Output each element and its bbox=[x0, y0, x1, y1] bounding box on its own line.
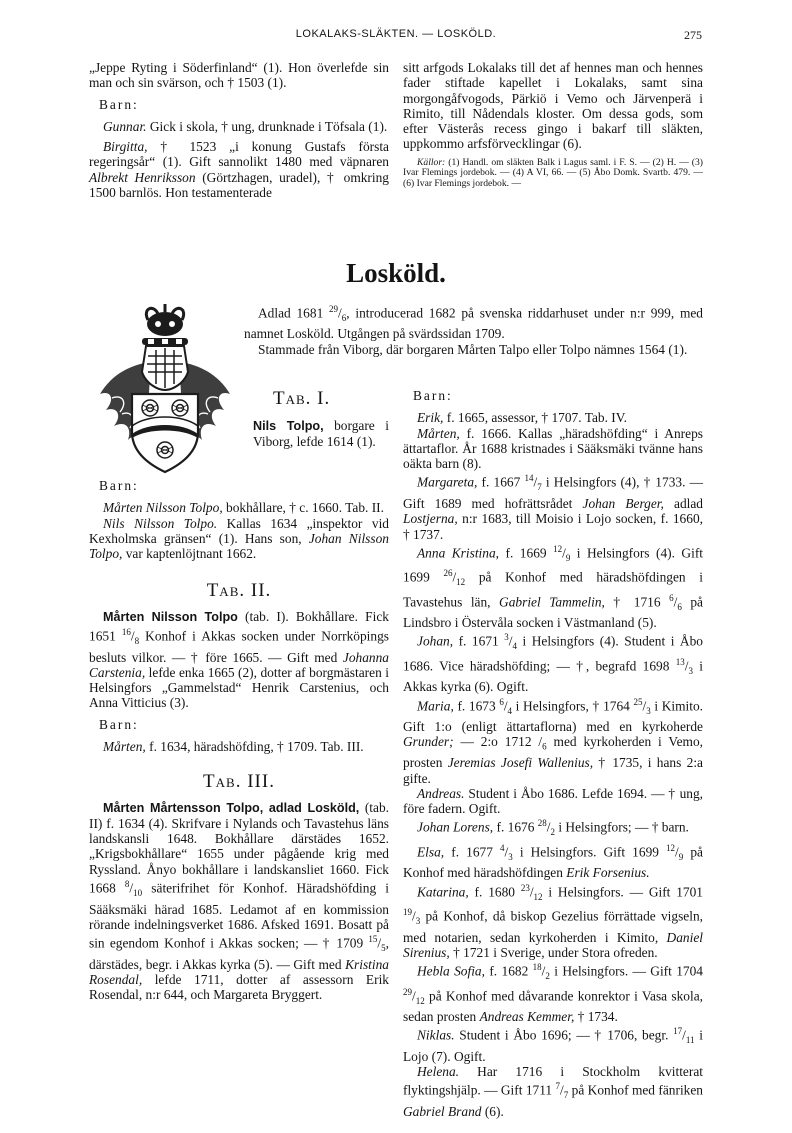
entry-text: † 1716 bbox=[604, 594, 670, 610]
entry-text: Student i Åbo 1696; — † 1706, begr. bbox=[454, 1027, 674, 1043]
intro-paragraph: Stammade från Viborg, där borgaren Mårten Talpo eller Tolpo nämnes 1564 (1). bbox=[258, 341, 688, 357]
children-heading: Barn: bbox=[413, 388, 453, 403]
entry-gunnar bbox=[89, 119, 389, 134]
page-number: 275 bbox=[684, 28, 702, 42]
entry-text: f. 1676 bbox=[493, 819, 538, 835]
person-name: Hebla Sofia, bbox=[417, 963, 485, 979]
fraction-denominator: 8 bbox=[134, 636, 140, 647]
entry-text: på Konhof med fänriken bbox=[568, 1082, 703, 1098]
right-column bbox=[403, 388, 703, 1119]
person-name: Johan Nilsson Tolpo, bbox=[89, 530, 389, 562]
fraction-numerator: 17 bbox=[673, 1026, 683, 1037]
children-heading: Barn: bbox=[99, 716, 139, 732]
sources-text: (1) Handl. om släkten Balk i Lagus saml. i F. S. — (2) H. — (3) Ivar Flemings jordebok. — (4) A VI, 66. — (5) Åbo Domk. Svartb. 479. — (6) Ivar Flemings jordebok. — bbox=[403, 156, 703, 189]
person-name: Erik, bbox=[417, 410, 444, 426]
entry-text: i Helsingfors; — † barn. bbox=[555, 819, 689, 835]
entry-text: var kaptenlöjtnant 1662. bbox=[122, 546, 257, 562]
entry-text: i Akkas kyrka (6). Ogift. bbox=[403, 658, 703, 695]
entry-text: säterifrihet för Konhof. Häradshöfding i Sääksmäki härad 1685. Ledamot af en kommission rörande indelningsverket 1686. Afsked 1691. Bosatt på sin egendom Konhof i Akkas socken; — † 1709 bbox=[89, 880, 389, 951]
fraction-denominator: 7 bbox=[537, 482, 542, 493]
entry-child: Maria, f. 1673 $^6/_4$ i Helsingfors, † 1764 $^{25}/_3$ i Kimito. Gift 1:o (enligt ättartaflorna) med en kyrkoherde Grunder; — 2:o 1712 $/_6$ med kyrkoherden i Vemo, prosten Jeremias Josefi Wallenius, † 1735, i hans 2:a gifte. bbox=[403, 696, 703, 786]
spouse-name: Johanna Carstenia, bbox=[89, 649, 389, 680]
fraction-denominator: 2 bbox=[550, 827, 556, 838]
fraction-numerator: 29 bbox=[329, 304, 339, 314]
person-name: Johan, bbox=[417, 633, 454, 649]
entry-text: på Konhof med häradshöfdingen i Tavastehus län, bbox=[403, 569, 703, 610]
fraction-numerator: 6 bbox=[499, 696, 504, 707]
entry-text: bokhållare, † c. 1660. Tab. II. bbox=[222, 500, 384, 516]
spouse-name: Gabriel Tammelin, bbox=[499, 594, 605, 610]
person-name: Mårten Mårtensson Tolpo, adlad Losköld, bbox=[103, 800, 360, 815]
fraction-denominator: 12 bbox=[415, 995, 425, 1006]
fraction-denominator: 6 bbox=[542, 742, 547, 752]
entry-text: f. 1680 bbox=[468, 884, 521, 900]
entry-child bbox=[89, 500, 389, 515]
entry-text: i Helsingfors (4). Student i Åbo 1686. Vice häradshöfding; — †, begrafd 1698 bbox=[403, 633, 703, 674]
person-name: Elsa, bbox=[417, 844, 445, 860]
person-name: Nils Tolpo, bbox=[253, 419, 324, 433]
entry-child: Niklas. Student i Åbo 1696; — † 1706, begr. $^{17}/_{11}$ i Lojo (7). Ogift. bbox=[403, 1026, 703, 1064]
fraction-denominator: 4 bbox=[507, 705, 513, 716]
entry-text: i Helsingfors (4), † 1733. — Gift 1689 med hofrättsrådet bbox=[403, 474, 703, 511]
fraction-numerator: 26 bbox=[443, 568, 453, 579]
entry-text: i Helsingfors. — Gift 1704 bbox=[549, 963, 703, 979]
entry-child bbox=[89, 516, 389, 562]
entry-text: Har 1716 i Stockholm kvitterat flyktingshjälp. — Gift 1711 bbox=[403, 1064, 703, 1098]
fraction-denominator: 6 bbox=[677, 601, 682, 612]
text: , introducerad 1682 på svenska riddarhuset under n:r 999, med namnet Losköld. Utgången på svärdssidan 1709. bbox=[244, 305, 703, 342]
entry-text: † 1721 i Sverige, under Stora ofreden. bbox=[449, 944, 658, 960]
fraction-denominator: 2 bbox=[545, 971, 550, 982]
fraction-denominator: 7 bbox=[563, 1090, 569, 1101]
fraction-numerator: 16 bbox=[121, 627, 131, 638]
fraction-denominator: 3 bbox=[688, 666, 693, 676]
fraction-numerator: 28 bbox=[537, 818, 547, 829]
family-title: Losköld. bbox=[346, 258, 446, 288]
fraction-numerator: 6 bbox=[669, 592, 674, 603]
person-name: Katarina, bbox=[417, 884, 469, 900]
fraction-denominator: 5 bbox=[381, 943, 386, 954]
person-name: Andreas. bbox=[417, 785, 465, 801]
tab-2-entry: Mårten Nilsson Tolpo (tab. I). Bokhållare. Fick 1651 $^{16}/_8$ Konhof i Akkas socken under Norrköpings besluts vilkor. — † före 1665. — Gift med Johanna Carstenia, lefde enka 1665 (2), dotter af borgmästaren i Helsingfors „Gammelstad“ Henrik Carstenius, och Anna Vitticius (3). bbox=[89, 608, 389, 711]
entry-text: Gick i skola, † ung, drunknade i Töfsala (1). bbox=[146, 118, 388, 134]
coat-of-arms-image bbox=[92, 302, 238, 478]
entry-child bbox=[403, 426, 703, 472]
person-name: Johan Lorens, bbox=[417, 819, 494, 835]
spouse-name: Daniel Sirenius, bbox=[403, 929, 703, 960]
entry-child bbox=[89, 739, 389, 754]
paragraph: „Jeppe Ryting i Söderfinland“ (1). Hon överlefde sin man och sin svärson, och † 1503 (1). bbox=[89, 60, 389, 91]
entry-child: Helena. Har 1716 i Stockholm kvitterat flyktingshjälp. — Gift 1711 $^7/_7$ på Konhof med fänriken Gabriel Brand (6). bbox=[403, 1064, 703, 1119]
entry-child: Katarina, f. 1680 $^{23}/_{12}$ i Helsingfors. — Gift 1701 $^{19}/_3$ på Konhof, då biskop Gezelius förrättade vigseln, med notarien, sedan kyrkoherden i Kimito, Daniel Sirenius, † 1721 i Sverige, under Stora ofreden. bbox=[403, 882, 703, 960]
spouse-name: Grunder; bbox=[403, 734, 454, 750]
tab-1-entry bbox=[253, 418, 389, 449]
entry-text: f. 1634, häradshöfding, † 1709. Tab. III. bbox=[145, 739, 364, 754]
tab-3-entry: Mårten Mårtensson Tolpo, adlad Losköld, (tab. II) f. 1634 (4). Skrifvare i Nylands och Tavastehus läns landskansli 1648. Bokhållare därstädes 1652. „Krigsbokhållare“ 1655 under pågående krig med Ryssland. Ånyo bokhållare i landskansliet 1660. Fick 1668 $^8/_{10}$ säterifrihet för Konhof. Häradshöfding i Sääksmäki härad 1685. Ledamot af en kommission rörande indelningsverket 1686. Afsked 1691. Bosatt på sin egendom Konhof i Akkas socken; — † 1709 $^{15}/_5$, därstädes, begr. i Akkas kyrka (5). — Gift med Kristina Rosendal, lefde 1711, dotter af assessorn Erik Rosendal, n:r 644, och Margareta Bryggert. bbox=[89, 799, 389, 1003]
entry-text: f. 1665, assessor, † 1707. Tab. IV. bbox=[443, 410, 628, 426]
entry-text: (tab. I). Bokhållare. Fick 1651 bbox=[89, 608, 389, 644]
entry-text: i Lojo (7). Ogift. bbox=[403, 1027, 703, 1064]
person-name: Anna Kristina, bbox=[417, 545, 500, 561]
fraction-denominator: 6 bbox=[341, 313, 347, 324]
entry-text: i Helsingfors, † 1764 bbox=[512, 698, 634, 714]
intro-paragraph: Adlad 1681 $^{29}/_6$, introducerad 1682 på svenska riddarhuset under n:r 999, med namnet Losköld. Utgången på svärdssidan 1709. bbox=[244, 304, 703, 342]
entry-text: (Görtzhagen, uradel), † omkring 1500 barnlös. Hon testamenterade bbox=[89, 169, 390, 201]
fraction-numerator: 29 bbox=[403, 986, 412, 997]
person-name: Helena. bbox=[417, 1064, 460, 1080]
spouse-name: Andreas Kemmer, bbox=[479, 1009, 575, 1024]
fraction-numerator: 15 bbox=[368, 934, 378, 945]
children-heading: Barn: bbox=[99, 478, 139, 493]
fraction-denominator: 9 bbox=[565, 552, 571, 563]
entry-text: i Helsingfors (4). Gift 1699 bbox=[403, 545, 703, 585]
entry-text: på Konhof med dåvarande konrektor i Vasa skola, sedan prosten bbox=[403, 988, 703, 1024]
entry-text: (6). bbox=[481, 1103, 504, 1119]
entry-child: Johan Lorens, f. 1676 $^{28}/_2$ i Helsingfors; — † barn. bbox=[417, 818, 689, 838]
fraction-numerator: 12 bbox=[553, 543, 563, 554]
person-name: Mårten Nilsson Tolpo, bbox=[103, 500, 223, 516]
children-heading: Barn: bbox=[99, 96, 139, 112]
entry-text: f. 1669 bbox=[499, 545, 554, 561]
left-column bbox=[89, 470, 389, 1002]
entry-text: † 1735, i hans 2:a gifte. bbox=[403, 755, 703, 786]
entry-text: på Konhof med häradshöfdingen bbox=[403, 844, 704, 881]
fraction-denominator: 3 bbox=[415, 916, 421, 927]
entry-text: borgare i Viborg, lefde 1614 (1). bbox=[253, 418, 389, 449]
entry-child: Anna Kristina, f. 1669 $^{12}/_9$ i Helsingfors (4). Gift 1699 $^{26}/_{12}$ på Konhof med häradshöfdingen i Tavastehus län, Gabriel Tammelin, † 1716 $^6/_6$ på Lindsbro i Östervåla socken i Västmanland (5). bbox=[403, 543, 703, 631]
entry-text: adlad bbox=[663, 495, 703, 511]
entry-text: f. 1671 bbox=[453, 633, 505, 649]
entry-text: , därstädes, begr. i Akkas kyrka (5). — Gift med bbox=[89, 935, 389, 972]
fraction-numerator: 19 bbox=[403, 907, 412, 918]
family-introduction bbox=[244, 302, 703, 357]
entry-text: n:r 1683, till Moisio i Lojo socken, f. 1660, † 1737. bbox=[403, 511, 703, 542]
tab-heading: Tab. II. bbox=[206, 580, 272, 602]
fraction-numerator: 12 bbox=[666, 842, 676, 853]
entry-text: i Helsingfors. Gift 1699 bbox=[512, 844, 667, 860]
person-name: Gunnar. bbox=[103, 118, 147, 134]
fraction-denominator: 9 bbox=[678, 852, 684, 863]
fraction-numerator: 3 bbox=[504, 632, 509, 643]
person-name: Mårten, bbox=[103, 739, 146, 754]
spouse-name: Jeremias Josefi Wallenius, bbox=[447, 755, 594, 771]
running-head-title: LOKALAKS-SLÄKTEN. — LOSKÖLD. bbox=[295, 28, 497, 40]
entry-child: Elsa, f. 1677 $^4/_3$ i Helsingfors. Gift 1699 $^{12}/_9$ på Konhof med häradshöfdingen Erik Forsenius. bbox=[403, 842, 704, 881]
entry-text: f. 1673 bbox=[453, 698, 500, 714]
tab-heading: Tab. I. bbox=[273, 388, 331, 409]
entry-text: f. 1667 bbox=[477, 474, 525, 490]
entry-child bbox=[403, 786, 703, 817]
person-name: Nils Nilsson Tolpo. bbox=[103, 515, 218, 531]
paragraph: sitt arfgods Lokalaks till det af hennes man och hennes fader stiftade kapellet i Lokalaks, samt sina morgongåfvogods, Pärkiö i Vemo och Järvenperä i Rimito, till Nådendals kloster. Om dessa gods, som efter Västerås recess gingo i bakarf till släkten, uppkommo arfsförvecklingar (6). bbox=[403, 60, 703, 152]
spouse-name: Erik Forsenius. bbox=[566, 865, 650, 881]
tab-1-section bbox=[253, 388, 389, 449]
person-name: Maria, bbox=[417, 698, 454, 714]
entry-text: † 1734. bbox=[574, 1009, 618, 1024]
entry-text: — 2:o 1712 bbox=[453, 734, 539, 750]
running-head bbox=[90, 28, 702, 44]
person-name: Mårten Nilsson Tolpo bbox=[103, 609, 238, 624]
fraction-numerator: 14 bbox=[524, 473, 534, 484]
entry-text: f. 1682 bbox=[484, 963, 533, 979]
person-name: Mårten, bbox=[417, 425, 460, 441]
text: Adlad 1681 bbox=[258, 305, 330, 321]
entry-text: (tab. II) f. 1634 (4). Skrifvare i Nylands och Tavastehus läns landskansli 1648. Bokhållare därstädes 1652. „Krigsbokhållare“ 1655 under pågående krig med Ryssland. Ånyo bokhållare i landskansliet 1660. Fick 1668 bbox=[89, 799, 389, 896]
fraction-numerator: 25 bbox=[633, 696, 643, 707]
entry-text: lefde 1711, dotter af assessorn Erik Rosendal, n:r 644, och Margareta Bryggert. bbox=[89, 971, 389, 1003]
entry-text: med kyrkoherden i Vemo, prosten bbox=[403, 734, 703, 771]
spouse-name: Kristina Rosendal, bbox=[89, 956, 389, 987]
entry-child bbox=[403, 410, 703, 425]
fraction-numerator: 13 bbox=[675, 656, 685, 667]
spouse-name: Albrekt Henriksson bbox=[89, 169, 196, 185]
fraction-numerator: 23 bbox=[520, 882, 530, 893]
entry-text: på Konhof, då biskop Gezelius förrättade vigseln, med notarien, sedan kyrkoherden i Kimito, bbox=[403, 908, 703, 945]
entry-text: lefde enka 1665 (2), dotter af borgmästaren i Helsingfors „Gammelstad“ Henrik Carstenius, och Anna Vitticius (3). bbox=[89, 664, 389, 711]
fraction-denominator: 3 bbox=[646, 705, 651, 716]
entry-child: Hebla Sofia, f. 1682 $^{18}/_2$ i Helsingfors. — Gift 1704 $^{29}/_{12}$ på Konhof med dåvarande konrektor i Vasa skola, sedan prosten Andreas Kemmer, † 1734. bbox=[403, 962, 703, 1024]
entry-child: Johan, f. 1671 $^3/_4$ i Helsingfors (4). Student i Åbo 1686. Vice häradshöfding; — †, begrafd 1698 $^{13}/_3$ i Akkas kyrka (6). Ogift. bbox=[403, 632, 703, 695]
fraction-denominator: 12 bbox=[456, 577, 466, 588]
person-name: Birgitta, bbox=[103, 139, 148, 155]
entry-text: Student i Åbo 1686. Lefde 1694. — † ung, före fadern. Ogift. bbox=[403, 785, 703, 817]
noble-name: Lostjerna, bbox=[403, 511, 458, 527]
entry-text: Konhof i Akkas socken under Norrköpings besluts vilkor. — † före 1665. — Gift med bbox=[89, 628, 389, 665]
sources-label: Källor: bbox=[417, 156, 446, 168]
person-name: Margareta, bbox=[417, 474, 478, 490]
entry-text: † 1523 „i konung Gustafs första regeringsår“ (1). Gift sannolikt 1480 med väpnaren bbox=[89, 139, 389, 170]
fraction-denominator: 3 bbox=[508, 852, 513, 863]
entry-text: i Helsingfors. — Gift 1701 bbox=[542, 884, 703, 900]
fraction-denominator: 4 bbox=[512, 641, 517, 652]
spouse-name: Gabriel Brand bbox=[403, 1103, 482, 1119]
person-name: Niklas. bbox=[417, 1027, 455, 1043]
tab-heading: Tab. III. bbox=[203, 771, 275, 793]
fraction-denominator: 12 bbox=[533, 891, 543, 902]
fraction-numerator: 8 bbox=[124, 879, 130, 890]
fraction-denominator: 11 bbox=[685, 1035, 695, 1046]
fraction-denominator: 10 bbox=[133, 888, 143, 899]
entry-child: Margareta, f. 1667 $^{14}/_7$ i Helsingfors (4), † 1733. — Gift 1689 med hofrättsrådet Johan Berger, adlad Lostjerna, n:r 1683, till Moisio i Lojo socken, f. 1660, † 1737. bbox=[403, 473, 703, 542]
sources-note bbox=[403, 158, 703, 190]
entry-text: f. 1677 bbox=[444, 844, 500, 860]
entry-text: i Kimito. Gift 1:o (enligt ättartaflorna) med en kyrkoherde bbox=[403, 698, 703, 735]
entry-text: Kallas 1634 „inspektor vid Kexholmska gränsen“ (1). Hans son, bbox=[89, 515, 389, 546]
spouse-name: Johan Berger, bbox=[582, 495, 664, 511]
fraction-numerator: 18 bbox=[532, 962, 542, 973]
top-right-column bbox=[403, 60, 703, 190]
fraction-numerator: 4 bbox=[500, 842, 505, 853]
entry-text: på Lindsbro i Östervåla socken i Västmanland (5). bbox=[403, 594, 703, 631]
entry-birgitta bbox=[89, 139, 389, 200]
fraction-numerator: 7 bbox=[555, 1081, 561, 1092]
entry-text: f. 1666. Kallas „häradshöfding“ i Anreps ättartaflor. År 1688 kristnades i Sääksmäki tvänne hans oäkta barn (8). bbox=[403, 425, 703, 472]
top-left-column bbox=[89, 60, 389, 200]
